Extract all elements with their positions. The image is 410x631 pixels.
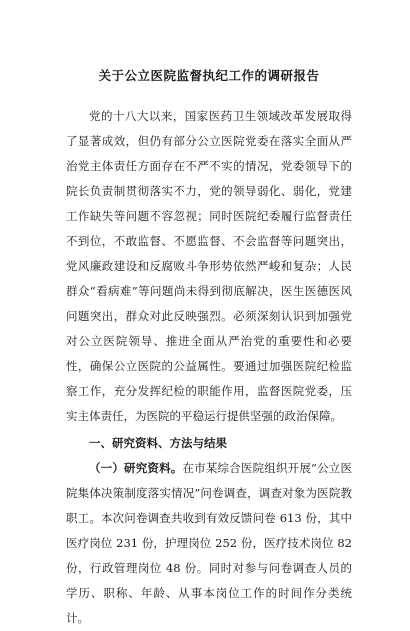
document-title: 关于公立医院监督执纪工作的调研报告 — [98, 68, 320, 83]
subsection-lead: （一）研究资料。 — [89, 461, 183, 475]
intro-paragraph: 党的十八大以来，国家医药卫生领域改革发展取得了显著成效，但仍有部分公立医院党委在落实全面从严治党主体责任方面存在不严不实的情况，党委领导下的院长负责制贯彻落实不力，党的领导弱化、弱化，党建工作缺失等问题不容忽视；同时医院纪委履行监督责任不到位，不敢监督、不愿监督、不会监督等问题突出，党风廉政建设和反腐败斗争形势依然严峻和复杂；人民群众“看病难”等问题尚未得到彻底解决，医生医德医风问题突出，群众对此反映强烈。必须深刻认识到加强党对公立医院领导、推进全面从严治党的重要性和必要性，确保公立医院的公益属性。要通过加强医院纪检监察工作，充分发挥纪检的职能作用，监督医院党委，压实主体责任，为医院的平稳运行提供坚强的政治保障。 — [66, 109, 352, 423]
subsection-text: 在市某综合医院组织开展“公立医院集体决策制度落实情况”问卷调查，调查对象为医院教职工。本次问卷调查共收到有效反馈问卷 613 份，其中医疗岗位 231 份，护理岗位 252 份，医疗技术岗位 82 份，行政管理岗位 48 份。同时对参与问卷调查人员的学历、职称、年龄、从事本岗位工作的时间作分类统计。 — [66, 461, 352, 625]
subsection-paragraph — [66, 456, 352, 631]
section-heading: 一、研究资料、方法与结果 — [89, 436, 227, 450]
